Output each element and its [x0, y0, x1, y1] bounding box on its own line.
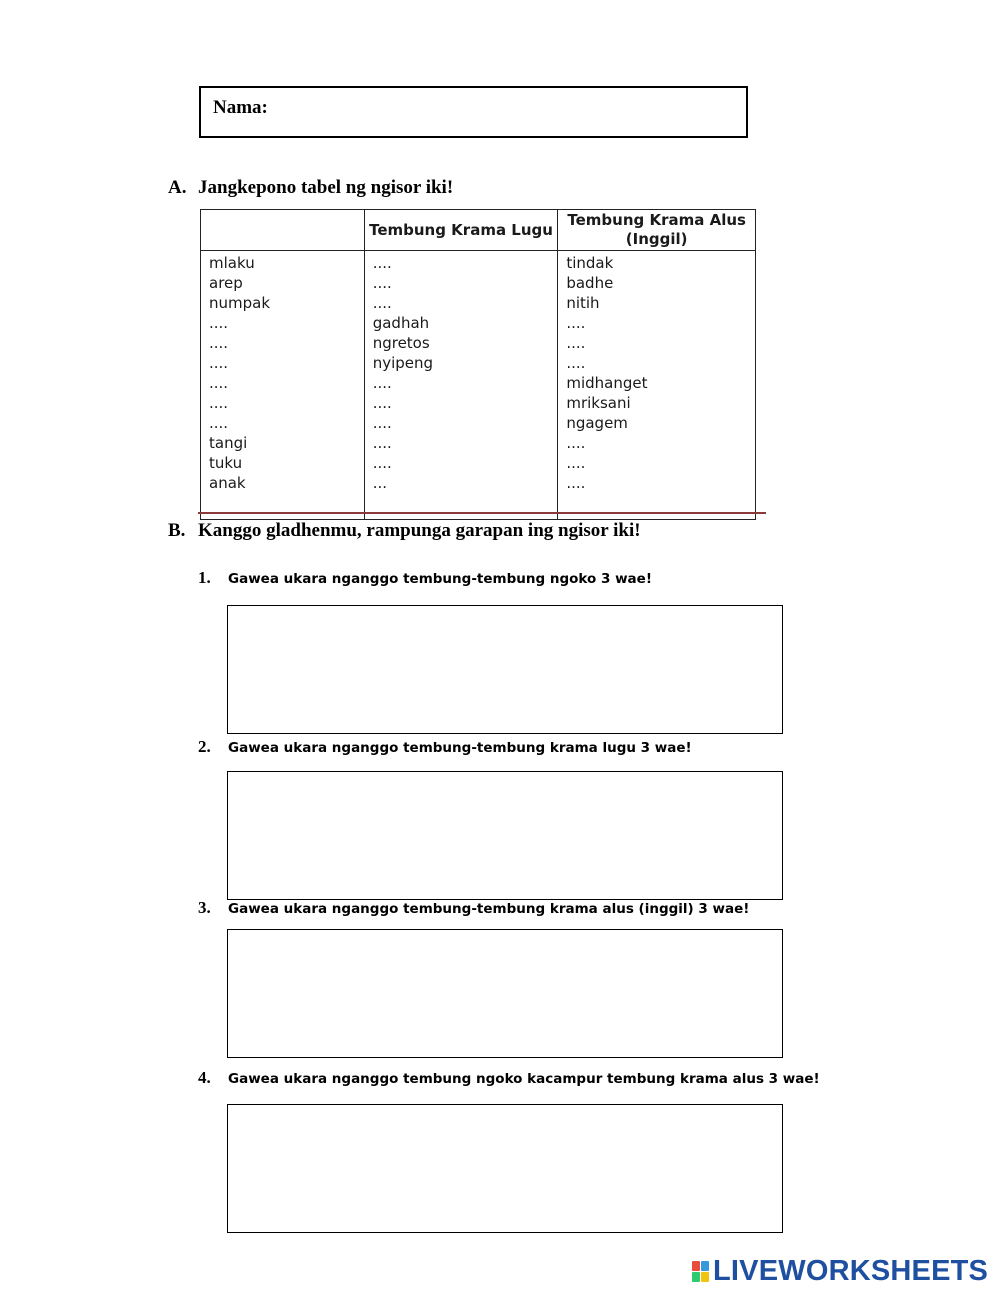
- table-cell[interactable]: ....: [372, 414, 392, 432]
- header-krama-alus: Tembung Krama Alus (Inggil): [558, 210, 756, 251]
- table-cell[interactable]: ....: [372, 274, 392, 292]
- table-cell[interactable]: ....: [566, 334, 586, 352]
- name-label: Nama:: [213, 97, 268, 118]
- question-3-text: Gawea ukara nganggo tembung-tembung krama alus (inggil) 3 wae!: [228, 901, 750, 917]
- name-field[interactable]: [199, 86, 748, 138]
- question-4: [198, 1068, 211, 1088]
- table-cell: gadhah: [372, 314, 430, 332]
- header-ngoko: [201, 210, 365, 251]
- question-number: 3.: [198, 898, 211, 917]
- table-cell[interactable]: ....: [372, 374, 392, 392]
- vocabulary-table: [200, 209, 756, 520]
- table-cell: anak: [209, 474, 246, 492]
- question-1: [198, 568, 211, 588]
- question-number: 4.: [198, 1068, 211, 1087]
- table-cell[interactable]: ....: [566, 354, 586, 372]
- section-b-title: [168, 520, 641, 542]
- question-number: 1.: [198, 568, 211, 587]
- table-cell[interactable]: ....: [209, 414, 229, 432]
- vocabulary-table-wrapper: [200, 209, 756, 511]
- table-cell[interactable]: ....: [566, 454, 586, 472]
- question-1-text: Gawea ukara nganggo tembung-tembung ngoko 3 wae!: [228, 571, 652, 587]
- header-krama-lugu: Tembung Krama Lugu: [364, 210, 558, 251]
- table-cell[interactable]: ....: [372, 434, 392, 452]
- table-cell[interactable]: ....: [209, 314, 229, 332]
- answer-box-2[interactable]: [227, 771, 783, 900]
- table-cell: mriksani: [566, 394, 631, 412]
- question-2-text: Gawea ukara nganggo tembung-tembung krama lugu 3 wae!: [228, 740, 692, 756]
- table-cell: nitih: [566, 294, 600, 312]
- table-cell[interactable]: ....: [372, 454, 392, 472]
- section-b-letter: B.: [168, 520, 186, 541]
- liveworksheets-logo[interactable]: [692, 1255, 988, 1285]
- liveworksheets-logo-icon: [692, 1261, 710, 1283]
- table-cell[interactable]: ....: [209, 374, 229, 392]
- table-cell: ngagem: [566, 414, 628, 432]
- table-cell[interactable]: ...: [372, 474, 388, 492]
- table-cell: midhanget: [566, 374, 648, 392]
- table-cell: tindak: [566, 254, 614, 272]
- section-b-heading: Kanggo gladhenmu, rampunga garapan ing ngisor iki!: [198, 520, 641, 541]
- table-cell[interactable]: ....: [566, 434, 586, 452]
- question-2: [198, 737, 211, 757]
- column-krama-alus: [558, 251, 756, 496]
- section-a-letter: A.: [168, 177, 187, 198]
- table-cell: tangi: [209, 434, 248, 452]
- section-a-heading: Jangkepono tabel ng ngisor iki!: [198, 177, 454, 198]
- answer-box-4[interactable]: [227, 1104, 783, 1233]
- table-cell: nyipeng: [372, 354, 434, 372]
- section-a-title: [168, 177, 453, 199]
- table-cell[interactable]: ....: [372, 294, 392, 312]
- question-3: [198, 898, 211, 918]
- table-cell: mlaku: [209, 254, 255, 272]
- table-cell[interactable]: ....: [209, 354, 229, 372]
- table-cell[interactable]: ....: [209, 394, 229, 412]
- table-cell[interactable]: ....: [372, 394, 392, 412]
- table-cell[interactable]: ....: [209, 334, 229, 352]
- logo-text: LIVEWORKSHEETS: [713, 1255, 989, 1287]
- question-number: 2.: [198, 737, 211, 756]
- table-cell: numpak: [209, 294, 271, 312]
- answer-box-3[interactable]: [227, 929, 783, 1058]
- answer-box-1[interactable]: [227, 605, 783, 734]
- column-krama-lugu: [364, 251, 558, 496]
- question-4-text: Gawea ukara nganggo tembung ngoko kacampur tembung krama alus 3 wae!: [228, 1071, 820, 1087]
- table-cell: tuku: [209, 454, 243, 472]
- table-cell: arep: [209, 274, 243, 292]
- table-cell: ngretos: [372, 334, 430, 352]
- table-cell[interactable]: ....: [372, 254, 392, 272]
- table-cell: badhe: [566, 274, 614, 292]
- column-ngoko: [201, 251, 365, 496]
- table-cell[interactable]: ....: [566, 314, 586, 332]
- divider-line: [198, 512, 766, 514]
- table-cell[interactable]: ....: [566, 474, 586, 492]
